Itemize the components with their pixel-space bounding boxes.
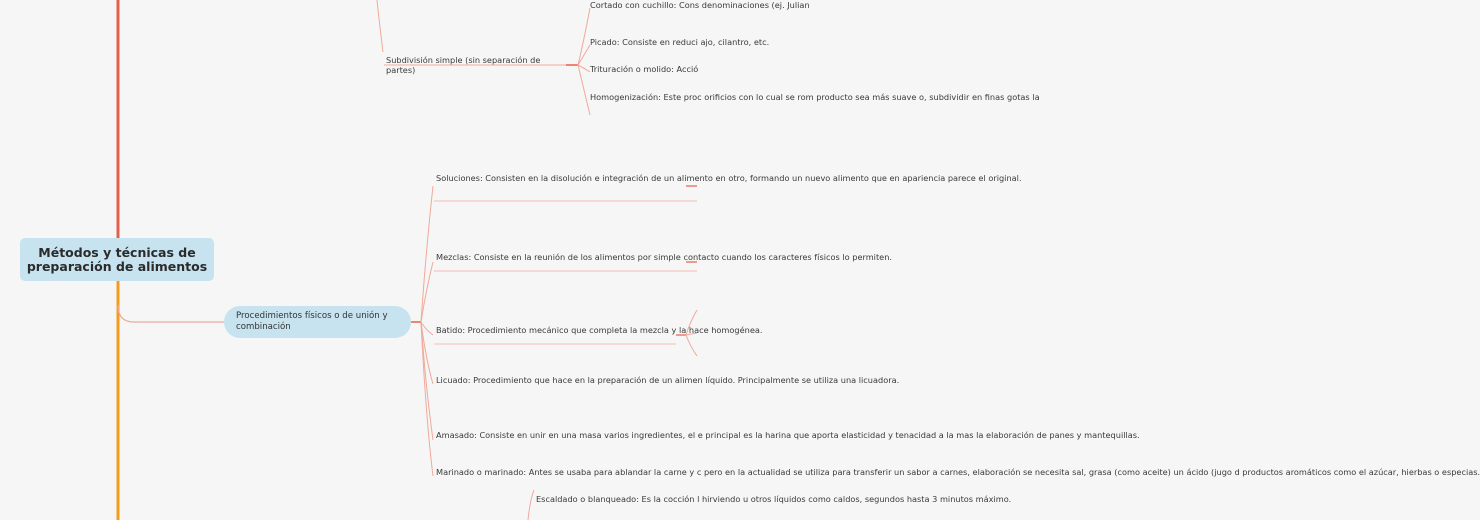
connector-batido-c bbox=[686, 335, 697, 356]
node-marinado[interactable]: Marinado o marinado: Antes se usaba para ablandar la carne y c pero en la actualidad se utiliza para transferir un sabor a carnes, elaboración se necesita sal, grasa (como aceite) un ácido (jugo d productos aromáticos como el azúcar, hierbas o especias. bbox=[436, 467, 1480, 477]
connector-root-union bbox=[118, 305, 224, 322]
connector-subdivision-in bbox=[377, 0, 383, 52]
node-mezclas[interactable]: Mezclas: Consiste en la reunión de los alimentos por simple contacto cuando los caracteres físicos lo permiten. bbox=[436, 252, 893, 262]
connector-union-1 bbox=[421, 186, 433, 322]
connector-sub-1 bbox=[578, 8, 590, 65]
node-soluciones[interactable]: Soluciones: Consisten en la disolución e integración de un alimento en otro, formando un nuevo alimento que en apariencia parece el original. bbox=[436, 173, 1022, 183]
node-trituracion[interactable]: Trituración o molido: Acció bbox=[590, 64, 699, 74]
node-licuado[interactable]: Licuado: Procedimiento que hace en la preparación de un alimen líquido. Principalmente se utiliza una licuadora. bbox=[436, 375, 900, 385]
connector-sub-4 bbox=[578, 65, 590, 115]
node-amasado[interactable]: Amasado: Consiste en unir en una masa varios ingredientes, el e principal es la harina que aporta elasticidad y tenacidad a la mas la elaboración de panes y mantequillas. bbox=[436, 430, 1140, 440]
node-homogenizacion[interactable]: Homogenización: Este proc orificios con lo cual se rom producto sea más suave o, subdividir en finas gotas la bbox=[590, 92, 1040, 102]
root-node[interactable]: Métodos y técnicas de preparación de alimentos bbox=[20, 238, 214, 281]
node-picado[interactable]: Picado: Consiste en reduci ajo, cilantro, etc. bbox=[590, 37, 770, 47]
connector-escaldado bbox=[528, 490, 534, 520]
node-procedimientos-union[interactable]: Procedimientos físicos o de unión y combinación bbox=[224, 306, 411, 338]
node-subdivision-simple[interactable]: Subdivisión simple (sin separación de partes) bbox=[386, 55, 541, 75]
node-batido[interactable]: Batido: Procedimiento mecánico que completa la mezcla y la hace homogénea. bbox=[436, 325, 763, 335]
connector-union-5 bbox=[421, 322, 433, 440]
node-cortado[interactable]: Cortado con cuchillo: Cons denominaciones (ej. Julian bbox=[590, 0, 810, 10]
connector-sub-2 bbox=[578, 45, 590, 65]
node-escaldado[interactable]: Escaldado o blanqueado: Es la cocción l hirviendo u otros líquidos como caldos, segundos hasta 3 minutos máximo. bbox=[536, 494, 1012, 504]
